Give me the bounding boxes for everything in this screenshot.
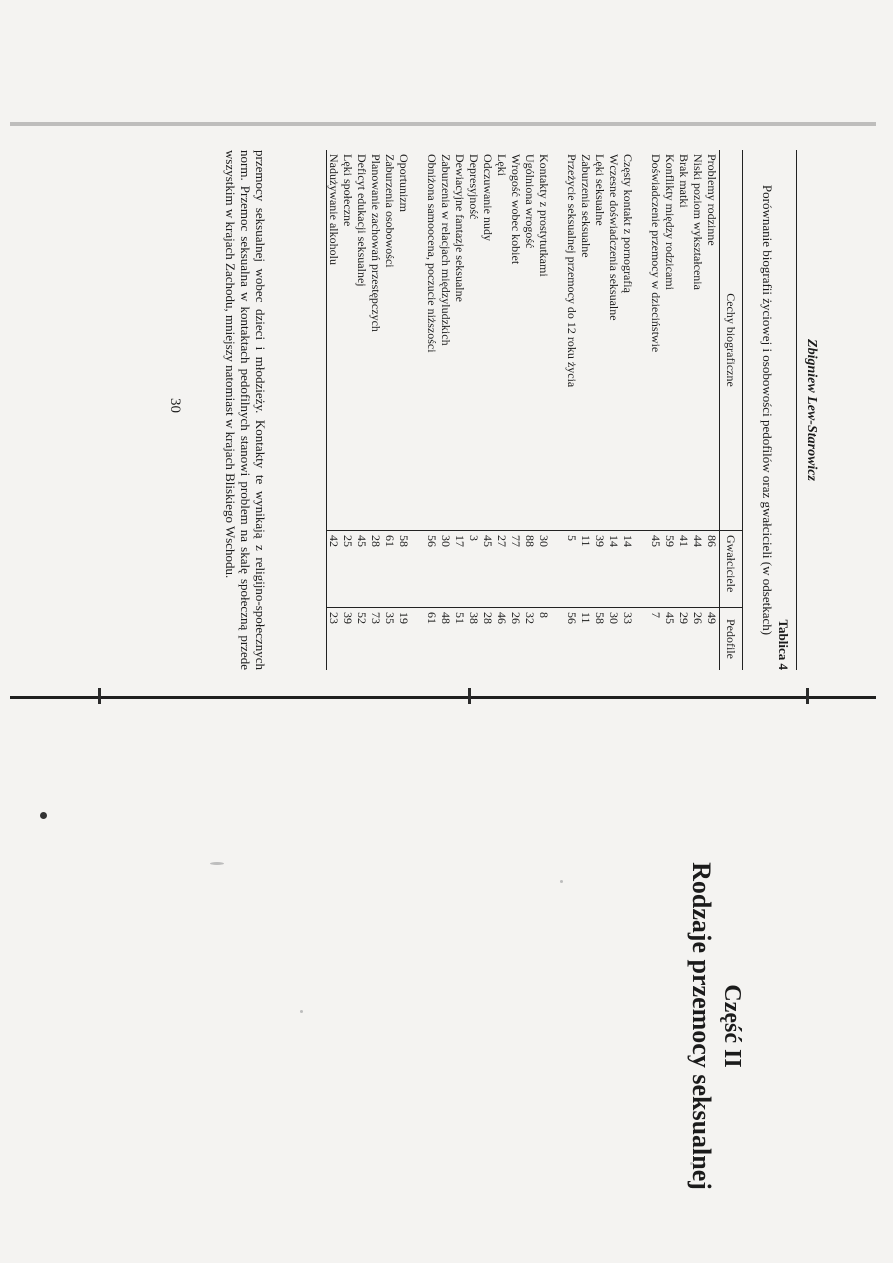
pedophiles-value-cell: 26 [509,612,523,624]
trait-cell: Ugólniona wrogość [523,150,537,531]
rapists-value-cell: 30 [439,531,453,608]
pedophiles-value-cell: 61 [425,612,439,624]
scan-speck [40,812,47,819]
table-row [509,150,523,670]
rapists-value-cell: 14 [607,531,621,608]
table-body [327,150,720,670]
pedophiles-value-cell: 33 [621,612,635,624]
pedophiles-value-cell: 32 [523,612,537,624]
table-row [369,150,383,670]
rapists-value-cell: 45 [481,531,495,608]
pedophiles-value-cell: 8 [537,612,551,618]
pedophiles-value-cell: 39 [341,612,355,624]
pedophiles-value-cell: 49 [705,612,719,624]
trait-cell: Zaburzenia w relacjach międzyludzkich [439,150,453,531]
page-fold-line [10,696,876,699]
rapists-value-cell: 42 [327,531,342,608]
page-number: 30 [167,398,183,413]
table-header-row [720,150,743,670]
part-number: Część II [719,984,745,1068]
rapists-value-cell: 41 [677,531,691,608]
trait-cell: Doświadczenie przemocy w dzieciństwie [635,150,663,531]
scan-speck [210,862,224,865]
table-row [397,150,411,670]
trait-cell: Obniżona samoocena, poczucie niższości [411,150,439,531]
table-row [481,150,495,670]
pedophiles-value-cell: 73 [369,612,383,624]
table-row [495,150,509,670]
pedophiles-value-cell: 26 [691,612,705,624]
rapists-value-cell: 44 [691,531,705,608]
pedophiles-value-cell: 35 [383,612,397,624]
rapists-value-cell: 86 [705,531,720,608]
trait-cell: Nadużywanie alkoholu [327,150,342,531]
trait-cell: Częsty kontakt z pornografią [621,150,635,531]
rapists-value-cell: 17 [453,531,467,608]
table-row [705,150,720,670]
trait-cell: Wczesne doświadczenia seksualne [607,150,621,531]
running-head: Zbigniew Lew-Starowicz [804,339,819,481]
comparison-table [326,150,743,670]
scan-speck [300,1010,303,1013]
scan-edge [10,122,876,126]
body-paragraph: przemocy seksualnej wobec dzieci i młodzieży. Kontakty te wynikają z religijno-społecznych norm. Przemoc seksualna w kontaktach pedofilnych stanowi problem na skalę społeczną przede wszystkim w krajach Zachodu, mniejszy natomiast w krajach Bliskiego Wschodu. [223,150,268,670]
rapists-value-cell: 27 [495,531,509,608]
pedophiles-value-cell: 48 [439,612,453,624]
rapists-value-cell: 25 [341,531,355,608]
table-row [677,150,691,670]
pedophiles-value-cell: 29 [677,612,691,624]
scan-speck [560,880,563,883]
fold-mark [468,688,471,704]
rapists-value-cell: 61 [383,531,397,608]
trait-cell: Oportunizm [397,150,411,531]
table-caption: Porównanie biografii życiowej i osobowości pedofilów oraz gwałcicieli (w odsetkach) [760,184,775,636]
trait-cell: Konflikty między rodzicami [663,150,677,531]
trait-cell: Przeżycie seksualnej przemocy do 12 roku życia [551,150,579,531]
pedophiles-value-cell: 51 [453,612,467,624]
table-row [341,150,355,670]
table-row [551,150,579,670]
trait-cell: Problemy rodzinne [705,150,720,531]
trait-cell: Lęki [495,150,509,531]
rapists-value-cell: 5 [551,531,579,608]
rapists-value-cell: 11 [579,531,593,608]
rapists-value-cell: 3 [467,531,481,608]
table-row [607,150,621,670]
rapists-value-cell: 59 [663,531,677,608]
trait-cell: Lęki seksualne [593,150,607,531]
table-row [327,150,342,670]
table-row [635,150,663,670]
trait-cell: Lęki społeczne [341,150,355,531]
table-row [579,150,593,670]
pedophiles-value-cell: 52 [355,612,369,624]
table-row [383,150,397,670]
pedophiles-value-cell: 56 [565,612,579,624]
part-title: Rodzaje przemocy seksualnej [687,862,716,1190]
rotated-text-page [123,130,823,690]
trait-cell: Niski poziom wykształcenia [691,150,705,531]
trait-cell: Brak matki [677,150,691,531]
part-title-block [667,806,747,1246]
table-row [355,150,369,670]
trait-cell: Zaburzenia seksualne [579,150,593,531]
trait-cell: Depresyjność [467,150,481,531]
table-row [593,150,607,670]
rapists-value-cell: 14 [621,531,635,608]
trait-cell: Kontakty z prostytutkami [537,150,551,531]
rapists-value-cell: 45 [355,531,369,608]
column-header-traits: Cechy biograficzne [720,150,743,531]
pedophiles-value-cell: 7 [649,612,663,618]
pedophiles-value-cell: 30 [607,612,621,624]
rapists-value-cell: 56 [411,531,439,608]
column-header-pedophiles: Pedofile [720,608,743,671]
table-row [663,150,677,670]
table-row [453,150,467,670]
fold-mark [98,688,101,704]
column-header-rapists: Gwałciciele [720,531,743,608]
rapists-value-cell: 58 [397,531,411,608]
header-rule [796,150,797,670]
trait-cell: Wrogość wobec kobiet [509,150,523,531]
table-row [537,150,551,670]
rapists-value-cell: 88 [523,531,537,608]
pedophiles-value-cell: 46 [495,612,509,624]
rapists-value-cell: 30 [537,531,551,608]
rapists-value-cell: 28 [369,531,383,608]
pedophiles-value-cell: 28 [481,612,495,624]
table-row [439,150,453,670]
pedophiles-value-cell: 11 [579,612,593,624]
pedophiles-value-cell: 45 [663,612,677,624]
trait-cell: Deficyt edukacji seksualnej [355,150,369,531]
table-label: Tablica 4 [776,619,791,670]
pedophiles-value-cell: 19 [397,612,411,624]
rapists-value-cell: 39 [593,531,607,608]
trait-cell: Odczuwanie nudy [481,150,495,531]
table-row [691,150,705,670]
pedophiles-value-cell: 38 [467,612,481,624]
table-row [411,150,439,670]
rapists-value-cell: 45 [635,531,663,608]
fold-mark [806,688,809,704]
table-row [621,150,635,670]
pedophiles-value-cell: 23 [327,608,342,671]
table-row [467,150,481,670]
trait-cell: Dewiacyjne fantazje seksualne [453,150,467,531]
pedophiles-value-cell: 58 [593,612,607,624]
trait-cell: Zaburzenia osobowości [383,150,397,531]
table-row [523,150,537,670]
rapists-value-cell: 77 [509,531,523,608]
trait-cell: Planowanie zachowań przestępczych [369,150,383,531]
